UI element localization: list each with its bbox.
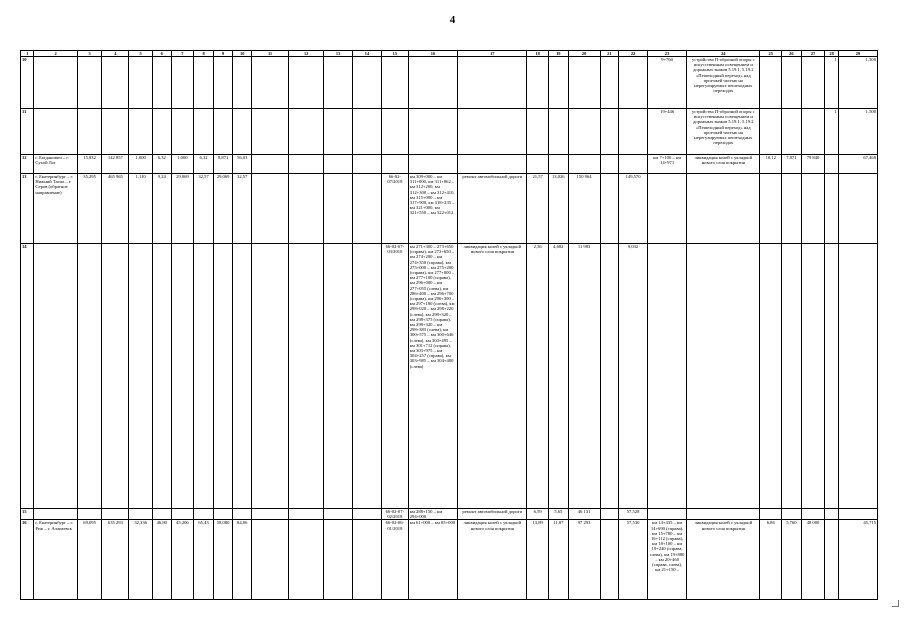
cell-col-11 — [252, 244, 289, 509]
cell-col-20 — [568, 155, 600, 174]
cell-col-19: 11,87 — [549, 520, 569, 600]
cell-col-2 — [34, 109, 77, 155]
cell-col-6 — [153, 109, 172, 155]
cell-col-13 — [324, 520, 353, 600]
cell-col-19: 13,026 — [549, 174, 569, 244]
cell-col-26: 5,760 — [782, 520, 802, 600]
cell-col-2 — [34, 57, 77, 109]
column-header-2: 2 — [34, 51, 77, 57]
row-number: 14 — [21, 244, 34, 509]
cell-col-7: 1,000 — [171, 155, 194, 174]
cell-col-13 — [324, 509, 353, 520]
cell-col-29 — [838, 174, 877, 244]
cell-col-3 — [77, 509, 102, 520]
cell-col-22: 57,530 — [619, 520, 648, 600]
cell-col-20 — [568, 109, 600, 155]
cell-col-19: 4,682 — [549, 244, 569, 509]
cell-col-4: 142 857 — [102, 155, 129, 174]
column-header-20: 20 — [568, 51, 600, 57]
cell-col-7 — [171, 509, 194, 520]
column-header-7: 7 — [171, 51, 194, 57]
column-header-21: 21 — [600, 51, 619, 57]
table-row — [21, 109, 878, 155]
cell-col-14 — [353, 244, 382, 509]
cell-col-23: 9+760 — [648, 57, 687, 109]
cell-col-6 — [153, 57, 172, 109]
cell-col-8 — [194, 109, 214, 155]
cell-col-23: км 14+435 – км 14+690 (справа), км 15+780 – км 16+112 (справа), км 18+100 – км 19+240 (справа, слева), км 19+880 – км 20+460 (справа, слева), км 21+150 – — [648, 520, 687, 600]
column-header-24: 24 — [687, 51, 760, 57]
cell-col-22: 57,528 — [619, 509, 648, 520]
column-header-3: 3 — [77, 51, 102, 57]
cell-col-18: 13,89 — [527, 520, 549, 600]
cell-col-20: 97 293 — [568, 520, 600, 600]
cell-col-11 — [252, 109, 289, 155]
cell-col-17: ликвидация колей с укладкой нового слоя покрытия — [458, 520, 527, 600]
cell-col-29 — [838, 244, 877, 509]
cell-col-2: г. Богданович – г. Сухой Лог — [34, 155, 77, 174]
cell-col-19 — [549, 109, 569, 155]
cell-col-13 — [324, 57, 353, 109]
cell-col-25 — [760, 174, 782, 244]
cell-col-9: 29,069 — [213, 174, 233, 244]
cell-col-23: 19+446 — [648, 109, 687, 155]
cell-col-16: км 288+150 – км 294+000 — [408, 509, 458, 520]
column-header-13: 13 — [324, 51, 353, 57]
cell-col-5 — [129, 109, 153, 155]
cell-col-19: 5,65 — [549, 509, 569, 520]
cell-col-19 — [549, 57, 569, 109]
cell-col-4: 465 965 — [102, 174, 129, 244]
cell-col-26: 7,871 — [782, 155, 802, 174]
cell-col-28: 1 — [825, 57, 838, 109]
cell-col-4: 635 293 — [102, 520, 129, 600]
cell-col-16 — [408, 155, 458, 174]
row-number: 11 — [21, 109, 34, 155]
cell-col-20: 150 964 — [568, 174, 600, 244]
cell-col-9: 8,871 — [213, 155, 233, 174]
cell-col-25: 6,86 — [760, 520, 782, 600]
row-number: 15 — [21, 509, 34, 520]
cell-col-11 — [252, 509, 289, 520]
cell-col-21 — [600, 520, 619, 600]
cell-col-10: 84,06 — [233, 520, 252, 600]
cell-col-26 — [782, 174, 802, 244]
cell-col-22 — [619, 57, 648, 109]
cell-col-12 — [289, 155, 324, 174]
column-header-19: 19 — [549, 51, 569, 57]
cell-col-15 — [381, 155, 408, 174]
cell-col-9 — [213, 244, 233, 509]
cell-col-21 — [600, 244, 619, 509]
table-row — [21, 509, 878, 520]
cell-col-10 — [233, 109, 252, 155]
cell-col-4 — [102, 109, 129, 155]
cell-col-28 — [825, 520, 838, 600]
cell-col-18: 2,36 — [527, 244, 549, 509]
cell-col-29 — [838, 509, 877, 520]
column-header-1: 1 — [21, 51, 34, 57]
page-corner-mark — [892, 600, 899, 607]
cell-col-13 — [324, 155, 353, 174]
row-number: 10 — [21, 57, 34, 109]
cell-col-24: устройство П-образной опоры с искусственным освещением и дорожных знаков 5.19.1, 5.19.2 «Пешеходный переход» над проезжей частью на нерегулируемых пешеходных переходах — [687, 109, 760, 155]
cell-col-5 — [129, 57, 153, 109]
column-header-9: 9 — [213, 51, 233, 57]
cell-col-27 — [801, 244, 825, 509]
cell-col-28 — [825, 155, 838, 174]
cell-col-2: г. Екатеринбург – г. Реж – г. Алапаевск — [34, 520, 77, 600]
cell-col-10 — [233, 244, 252, 509]
cell-col-4 — [102, 509, 129, 520]
cell-col-7 — [171, 244, 194, 509]
cell-col-17: ремонт автомобильной дороги — [458, 509, 527, 520]
cell-col-3 — [77, 109, 102, 155]
cell-col-24 — [687, 509, 760, 520]
column-header-22: 22 — [619, 51, 648, 57]
cell-col-12 — [289, 509, 324, 520]
cell-col-12 — [289, 520, 324, 600]
cell-col-18: 21,57 — [527, 174, 549, 244]
cell-col-16 — [408, 109, 458, 155]
cell-col-12 — [289, 57, 324, 109]
column-header-4: 4 — [102, 51, 129, 57]
cell-col-9 — [213, 109, 233, 155]
column-header-11: 11 — [252, 51, 289, 57]
cell-col-25 — [760, 109, 782, 155]
row-number: 12 — [21, 155, 34, 174]
cell-col-21 — [600, 109, 619, 155]
column-header-10: 10 — [233, 51, 252, 57]
cell-col-23 — [648, 244, 687, 509]
cell-col-24: устройство П-образной опоры с искусственным освещением и дорожных знаков 5.19.1, 5.19.2 «Пешеходный переход» над проезжей частью на нерегулируемых пешеходных переходах — [687, 57, 760, 109]
data-table — [20, 50, 878, 600]
cell-col-26 — [782, 57, 802, 109]
cell-col-9: 58,080 — [213, 520, 233, 600]
cell-col-7 — [171, 57, 194, 109]
cell-col-28 — [825, 244, 838, 509]
cell-col-15 — [381, 57, 408, 109]
column-header-23: 23 — [648, 51, 687, 57]
cell-col-4 — [102, 57, 129, 109]
column-header-18: 18 — [527, 51, 549, 57]
column-header-8: 8 — [194, 51, 214, 57]
cell-col-23 — [648, 174, 687, 244]
cell-col-9 — [213, 509, 233, 520]
column-header-28: 28 — [825, 51, 838, 57]
cell-col-23 — [648, 509, 687, 520]
cell-col-15 — [381, 109, 408, 155]
cell-col-14 — [353, 57, 382, 109]
cell-col-10: 32,57 — [233, 174, 252, 244]
cell-col-15: 66-02-07-02/2018 — [381, 509, 408, 520]
cell-col-29: 1,500 — [838, 109, 877, 155]
column-header-6: 6 — [153, 51, 172, 57]
cell-col-6 — [153, 244, 172, 509]
cell-col-27: 48 000 — [801, 520, 825, 600]
table-row — [21, 57, 878, 109]
cell-col-26 — [782, 109, 802, 155]
cell-col-13 — [324, 174, 353, 244]
cell-col-14 — [353, 174, 382, 244]
table-wrapper — [20, 50, 878, 612]
cell-col-17: ремонт автомобильной дороги — [458, 174, 527, 244]
column-header-16: 16 — [408, 51, 458, 57]
cell-col-16 — [408, 57, 458, 109]
cell-col-20 — [568, 57, 600, 109]
cell-col-25: 10,12 — [760, 155, 782, 174]
column-header-29: 29 — [838, 51, 877, 57]
column-header-25: 25 — [760, 51, 782, 57]
cell-col-18 — [527, 155, 549, 174]
cell-col-12 — [289, 174, 324, 244]
cell-col-5 — [129, 244, 153, 509]
cell-col-12 — [289, 244, 324, 509]
column-header-5: 5 — [129, 51, 153, 57]
table-row — [21, 520, 878, 600]
cell-col-15: 66-02-07/2018 — [381, 174, 408, 244]
cell-col-3: 35,295 — [77, 174, 102, 244]
cell-col-8 — [194, 244, 214, 509]
column-header-15: 15 — [381, 51, 408, 57]
column-header-14: 14 — [353, 51, 382, 57]
cell-col-27 — [801, 174, 825, 244]
cell-col-3 — [77, 57, 102, 109]
cell-col-10: 56,03 — [233, 155, 252, 174]
cell-col-22: 9,032 — [619, 244, 648, 509]
row-number: 16 — [21, 520, 34, 600]
cell-col-27 — [801, 57, 825, 109]
cell-col-27 — [801, 109, 825, 155]
cell-col-21 — [600, 155, 619, 174]
cell-col-5: 1,000 — [129, 155, 153, 174]
cell-col-24: ликвидация колей с укладкой нового слоя покрытия — [687, 155, 760, 174]
cell-col-22: 149,570 — [619, 174, 648, 244]
cell-col-3: 15,832 — [77, 155, 102, 174]
cell-col-8: 6,32 — [194, 155, 214, 174]
cell-col-8 — [194, 57, 214, 109]
cell-col-10 — [233, 57, 252, 109]
cell-col-18: 6,59 — [527, 509, 549, 520]
cell-col-24: ликвидация колей с укладкой нового слоя покрытия — [687, 520, 760, 600]
cell-col-19 — [549, 155, 569, 174]
cell-col-14 — [353, 520, 382, 600]
cell-col-5: 32,336 — [129, 520, 153, 600]
column-header-26: 26 — [782, 51, 802, 57]
cell-col-23: км 7+100 – км 14+971 — [648, 155, 687, 174]
cell-col-2 — [34, 509, 77, 520]
cell-col-5 — [129, 509, 153, 520]
cell-col-25 — [760, 57, 782, 109]
cell-col-29: 1,500 — [838, 57, 877, 109]
cell-col-18 — [527, 109, 549, 155]
cell-col-29: 45,715 — [838, 520, 877, 600]
cell-col-25 — [760, 509, 782, 520]
cell-col-2 — [34, 244, 77, 509]
cell-col-16: км 61+000 – км 85+000 — [408, 520, 458, 600]
cell-col-16: км 309+000 – км 311+000, км 311+862 – км 312+200, км 312+300 – км 312+410, км 315+000 – км 317+900, км 318+235 – км 321+000, км 321+550 – км 322+012 — [408, 174, 458, 244]
cell-col-17: ликвидация колей с укладкой нового слоя покрытия — [458, 244, 527, 509]
cell-col-22 — [619, 155, 648, 174]
cell-col-11 — [252, 520, 289, 600]
cell-col-5: 1,110 — [129, 174, 153, 244]
cell-col-17 — [458, 155, 527, 174]
cell-col-13 — [324, 244, 353, 509]
cell-col-9 — [213, 57, 233, 109]
cell-col-14 — [353, 155, 382, 174]
cell-col-25 — [760, 244, 782, 509]
table-row — [21, 155, 878, 174]
cell-col-12 — [289, 109, 324, 155]
cell-col-8: 65,43 — [194, 520, 214, 600]
cell-col-17 — [458, 109, 527, 155]
cell-col-11 — [252, 57, 289, 109]
cell-col-26 — [782, 244, 802, 509]
cell-col-29: 67,468 — [838, 155, 877, 174]
cell-col-4 — [102, 244, 129, 509]
cell-col-15: 66-02-07-03/2018 — [381, 244, 408, 509]
column-header-27: 27 — [801, 51, 825, 57]
cell-col-7: 29,069 — [171, 174, 194, 244]
cell-col-24 — [687, 174, 760, 244]
cell-col-27: 79 840 — [801, 155, 825, 174]
cell-col-10 — [233, 509, 252, 520]
cell-col-28 — [825, 174, 838, 244]
column-header-12: 12 — [289, 51, 324, 57]
cell-col-14 — [353, 509, 382, 520]
page-number: 4 — [449, 14, 456, 26]
cell-col-6 — [153, 509, 172, 520]
cell-col-18 — [527, 57, 549, 109]
cell-col-8: 32,57 — [194, 174, 214, 244]
cell-col-21 — [600, 57, 619, 109]
cell-col-14 — [353, 109, 382, 155]
row-number: 13 — [21, 174, 34, 244]
cell-col-21 — [600, 509, 619, 520]
cell-col-27 — [801, 509, 825, 520]
cell-col-7: 45,206 — [171, 520, 194, 600]
cell-col-21 — [600, 174, 619, 244]
cell-col-6: 9,24 — [153, 174, 172, 244]
cell-col-28 — [825, 509, 838, 520]
cell-col-16: км 271+300 – 273+650 (справа), км 273+650 – км 274+200 – км 274+350 (справа), км 275+000 – км 275+200 (справа), км 277+000 – км 277+100 (справа), км 296+000 – км 277+055 (слева), км 286+400 – км 296+700 (справа), км 296+300 – км 297+180 (слева), км 298+020 – км 298+220 (слева), км 298+320 – км 298+375 (справа), км 298+320 – км 298+385 (слева), км 300+575 – км 300+646 (слева), км 304+495 – км 301+712 (справа), км 303+975 – км 304+257 (справа), км 303+985 – км 304+400 (слева) — [408, 244, 458, 509]
cell-col-13 — [324, 109, 353, 155]
cell-col-11 — [252, 155, 289, 174]
cell-col-8 — [194, 509, 214, 520]
cell-col-6: 46,80 — [153, 520, 172, 600]
cell-col-11 — [252, 174, 289, 244]
column-header-17: 17 — [458, 51, 527, 57]
cell-col-20: 11 983 — [568, 244, 600, 509]
cell-col-28: 1 — [825, 109, 838, 155]
cell-col-22 — [619, 109, 648, 155]
cell-col-20: 46 131 — [568, 509, 600, 520]
cell-col-3 — [77, 244, 102, 509]
cell-col-3: 69,095 — [77, 520, 102, 600]
cell-col-26 — [782, 509, 802, 520]
table-row — [21, 174, 878, 244]
cell-col-7 — [171, 109, 194, 155]
cell-col-24 — [687, 244, 760, 509]
cell-col-2: г. Екатеринбург – г. Нижний Тагил – г. Серов (обратное направление) — [34, 174, 77, 244]
cell-col-6: 6,32 — [153, 155, 172, 174]
cell-col-17 — [458, 57, 527, 109]
table-row — [21, 244, 878, 509]
cell-col-15: 66-02-06-01/2018 — [381, 520, 408, 600]
